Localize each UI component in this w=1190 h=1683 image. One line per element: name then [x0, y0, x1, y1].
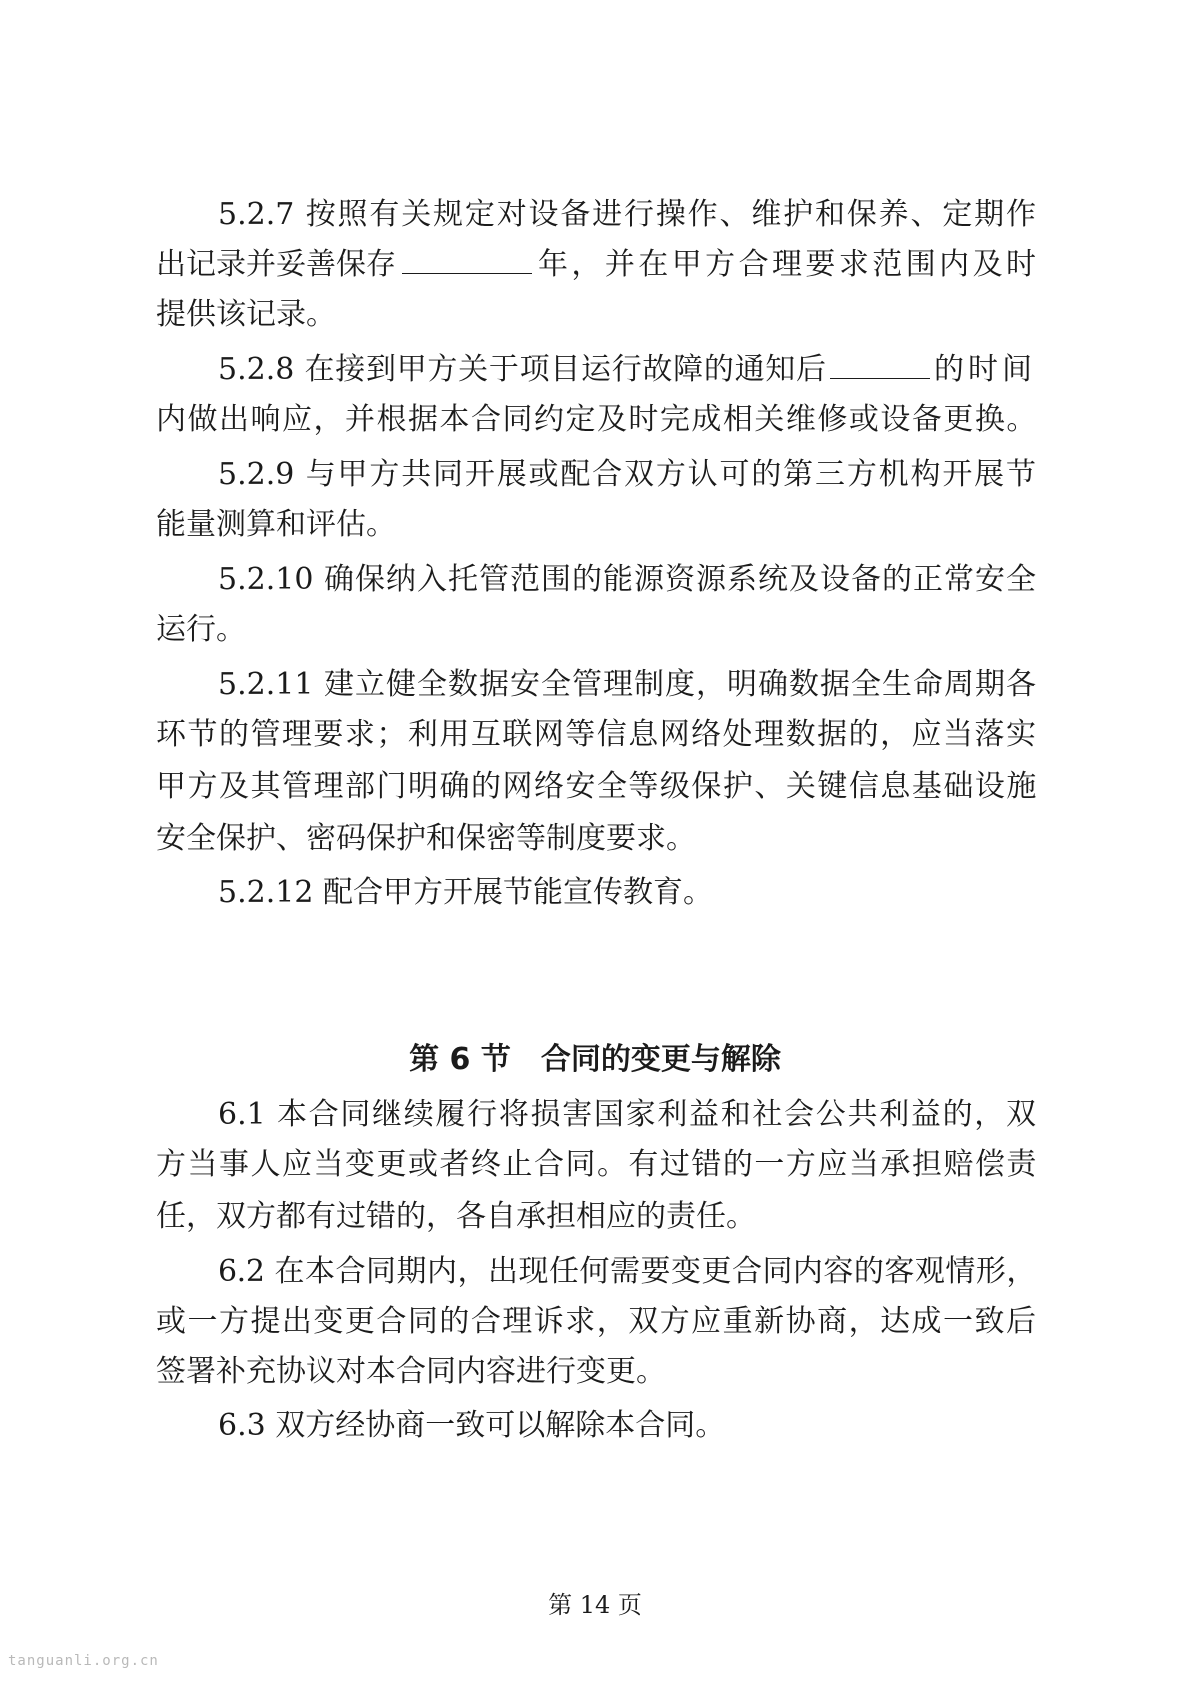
- fill-in-blank[interactable]: [830, 350, 930, 379]
- text-line: 运行。: [156, 612, 246, 647]
- section-heading: [0, 1040, 1190, 1080]
- section-number: 第 6 节: [409, 1042, 511, 1077]
- text-line: 5.2.7 按照有关规定对设备进行操作、维护和保养、定期作: [218, 197, 1036, 232]
- text-line: 甲方及其管理部门明确的网络安全等级保护、关键信息基础设施: [156, 769, 1036, 804]
- text-line: 能量测算和评估。: [156, 507, 396, 542]
- text-line: 5.2.10 确保纳入托管范围的能源资源系统及设备的正常安全: [218, 562, 1036, 597]
- text-line: 或一方提出变更合同的合理诉求，双方应重新协商，达成一致后: [156, 1304, 1036, 1339]
- fill-in-blank[interactable]: [402, 245, 532, 274]
- text-line: [156, 245, 1036, 285]
- text-line: 提供该记录。: [156, 297, 336, 332]
- page-number: 第 14 页: [548, 1591, 642, 1619]
- text-line: 5.2.11 建立健全数据安全管理制度，明确数据全生命周期各: [218, 667, 1036, 702]
- text-line: 6.3 双方经协商一致可以解除本合同。: [218, 1408, 726, 1443]
- text-fragment: 年，并在甲方合理要求范围内及时: [538, 247, 1036, 282]
- text-fragment: 5.2.8 在接到甲方关于项目运行故障的通知后: [218, 352, 826, 387]
- text-line: 内做出响应，并根据本合同约定及时完成相关维修或设备更换。: [156, 402, 1036, 437]
- text-fragment: 出记录并妥善保存: [156, 247, 396, 282]
- text-fragment: 的时间: [934, 352, 1036, 387]
- text-line: 安全保护、密码保护和保密等制度要求。: [156, 821, 696, 856]
- text-line: 方当事人应当变更或者终止合同。有过错的一方应当承担赔偿责: [156, 1147, 1036, 1182]
- text-line: 签署补充协议对本合同内容进行变更。: [156, 1354, 666, 1389]
- text-line: 环节的管理要求；利用互联网等信息网络处理数据的，应当落实: [156, 717, 1036, 752]
- text-line: [218, 350, 1036, 390]
- text-line: 5.2.12 配合甲方开展节能宣传教育。: [218, 875, 713, 910]
- text-line: 6.1 本合同继续履行将损害国家利益和社会公共利益的，双: [218, 1097, 1036, 1132]
- section-title: 合同的变更与解除: [540, 1042, 781, 1077]
- text-line: 5.2.9 与甲方共同开展或配合双方认可的第三方机构开展节: [218, 457, 1036, 492]
- text-line: 6.2 在本合同期内，出现任何需要变更合同内容的客观情形，: [218, 1254, 1036, 1289]
- watermark-text: tanguanli.org.cn: [8, 1653, 159, 1669]
- text-line: 任，双方都有过错的，各自承担相应的责任。: [156, 1199, 756, 1234]
